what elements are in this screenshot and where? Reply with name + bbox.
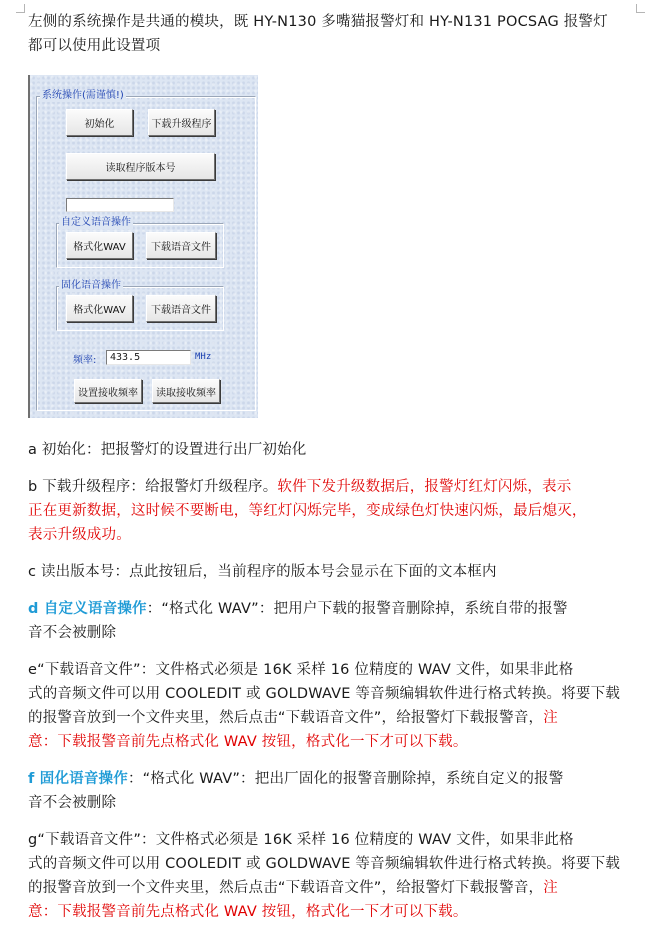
- item-e-line-1: e“下载语音文件”：文件格式必须是 16K 采样 16 位精度的 WAV 文件，如果非此格: [28, 662, 574, 678]
- fixed-voice-title: 固化语音操作: [61, 280, 121, 291]
- intro-line-1: 左侧的系统操作是共通的模块，既 HY-N130 多嘴猫报警灯和 HY-N131 POCSAG 报警灯: [28, 14, 608, 30]
- item-a-text: a 初始化：把报警灯的设置进行出厂初始化: [28, 442, 307, 458]
- item-g-note-start: 注: [543, 880, 558, 896]
- item-c-text: c 读出版本号：点此按钮后，当前程序的版本号会显示在下面的文本框内: [28, 564, 497, 580]
- item-g-note: 意：下载报警音前先点格式化 WAV 按钮，格式化一下才可以下载。: [28, 904, 468, 920]
- item-g-line-2: 式的音频文件可以用 COOLEDIT 或 GOLDWAVE 等音频编辑软件进行格式转换。将要下载: [28, 856, 621, 872]
- item-e-line-3: 的报警音放到一个文件夹里，然后点击“下载语音文件”，给报警灯下载报警音，: [28, 710, 544, 726]
- page-corner-mark-right: [636, 4, 645, 13]
- item-d-line-2: 音不会被删除: [28, 625, 117, 641]
- version-textbox[interactable]: [66, 198, 174, 212]
- download-program-button[interactable]: 下载升级程序: [148, 109, 215, 136]
- item-g-line-3: 的报警音放到一个文件夹里，然后点击“下载语音文件”，给报警灯下载报警音，: [28, 880, 544, 896]
- custom-voice-title: 自定义语音操作: [61, 217, 131, 228]
- item-e: [28, 658, 628, 754]
- item-b-warning-3: 表示升级成功。: [28, 527, 131, 543]
- custom-format-wav-button[interactable]: 格式化WAV: [66, 232, 133, 259]
- item-b: [28, 475, 628, 547]
- item-f-line-2: 音不会被删除: [28, 795, 117, 811]
- intro-paragraph: [28, 10, 628, 58]
- item-f-line-1: ：“格式化 WAV”：把出厂固化的报警音删除掉，系统自定义的报警: [127, 771, 564, 787]
- frequency-unit: MHz: [195, 352, 212, 362]
- item-g: [28, 828, 628, 924]
- item-d: [28, 597, 628, 645]
- settings-dialog-screenshot: [28, 75, 258, 418]
- read-frequency-button[interactable]: 读取接收频率: [152, 379, 220, 403]
- item-f-heading: f 固化语音操作: [28, 771, 128, 787]
- page-corner-mark-left: [16, 4, 25, 13]
- custom-download-voice-button[interactable]: 下载语音文件: [146, 232, 216, 259]
- init-button[interactable]: 初始化: [66, 109, 133, 136]
- read-version-button[interactable]: 读取程序版本号: [66, 153, 215, 180]
- item-a: [28, 438, 628, 462]
- item-b-label: b 下载升级程序：给报警灯升级程序。: [28, 479, 278, 495]
- fixed-download-voice-button[interactable]: 下载语音文件: [146, 295, 216, 322]
- item-d-heading: d 自定义语音操作: [28, 601, 147, 617]
- item-e-note-start: 注: [543, 710, 558, 726]
- fixed-format-wav-button[interactable]: 格式化WAV: [66, 295, 133, 322]
- item-f: [28, 767, 628, 815]
- system-operations-title: 系统操作(需谨慎!): [42, 90, 124, 101]
- item-b-warning-1: 软件下发升级数据后，报警灯红灯闪烁，表示: [277, 479, 572, 495]
- item-e-line-2: 式的音频文件可以用 COOLEDIT 或 GOLDWAVE 等音频编辑软件进行格式转换。将要下载: [28, 686, 621, 702]
- set-frequency-button[interactable]: 设置接收频率: [74, 379, 142, 403]
- item-c: [28, 560, 628, 584]
- frequency-input[interactable]: 433.5: [106, 350, 191, 365]
- item-d-line-1: ：“格式化 WAV”：把用户下载的报警音删除掉，系统自带的报警: [146, 601, 568, 617]
- intro-line-2: 都可以使用此设置项: [28, 38, 161, 54]
- item-e-note: 意：下载报警音前先点格式化 WAV 按钮，格式化一下才可以下载。: [28, 734, 468, 750]
- item-g-line-1: g“下载语音文件”：文件格式必须是 16K 采样 16 位精度的 WAV 文件，如果非此格: [28, 832, 574, 848]
- item-b-warning-2: 正在更新数据，这时候不要断电，等红灯闪烁完毕，变成绿色灯快速闪烁，最后熄灭，: [28, 503, 587, 519]
- frequency-label: 频率:: [73, 355, 97, 366]
